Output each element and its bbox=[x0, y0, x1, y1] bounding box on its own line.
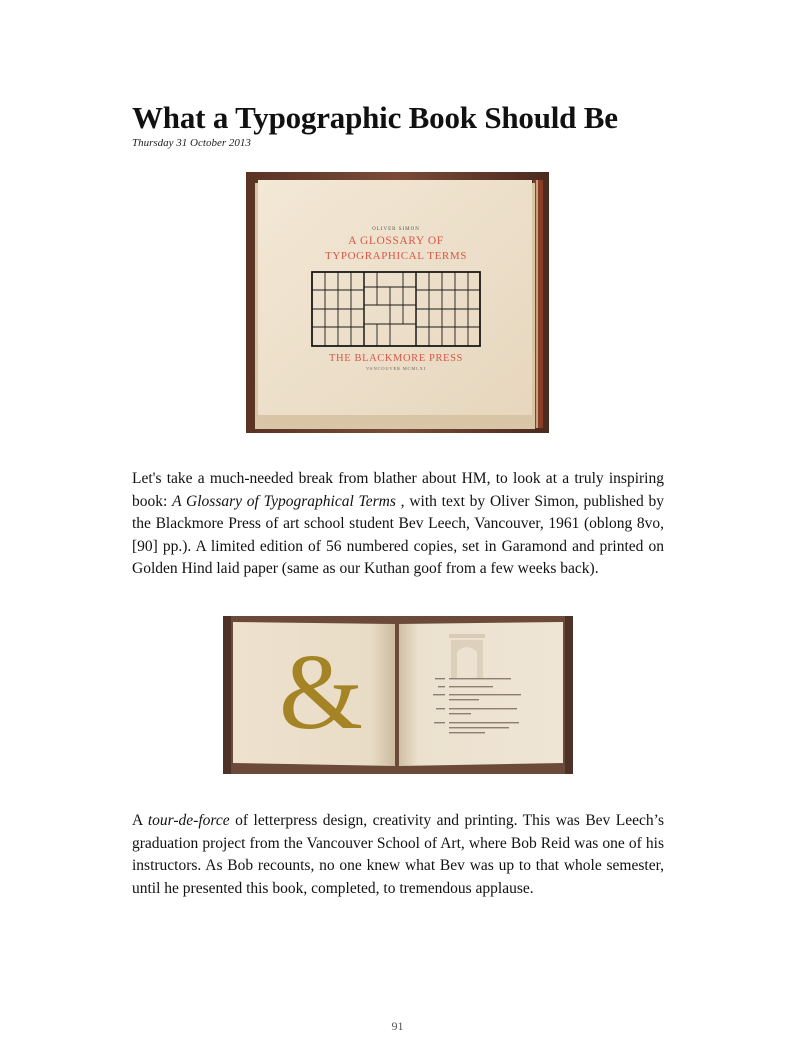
paragraph-1 bbox=[132, 468, 664, 581]
tour-de-force-italic: tour-de-force bbox=[147, 812, 230, 829]
page-title: What a Typographic Book Should Be bbox=[132, 100, 618, 135]
book-title-italic: A Glossary of Typographical Terms bbox=[172, 492, 396, 510]
paragraph-1-text-b: , with text by Oliver Simon, published by the Blackmore Press of art school student Bev Leech, Vancouver, 1961 (oblong 8vo, [90] pp.). A limited edition of 56 numbered copies, set in Garamond and printed on Golden Hind laid paper (same as our Kuthan goof from a few weeks back). bbox=[132, 492, 665, 577]
book-title-line1: A GLOSSARY OF bbox=[348, 235, 444, 247]
ampersand-spread-photo bbox=[223, 616, 573, 774]
page-number: 91 bbox=[391, 1019, 404, 1033]
book-press-text: THE BLACKMORE PRESS bbox=[329, 353, 463, 364]
book-title-line2: TYPOGRAPHICAL TERMS bbox=[325, 250, 467, 262]
paragraph-1-text-a: Let's take a much-needed break from blather about HM, to look at a truly inspiring book: bbox=[132, 470, 664, 510]
paragraph-2-text-a: A bbox=[132, 812, 148, 829]
paragraph-2 bbox=[132, 810, 664, 900]
book-author-text: OLIVER SIMON bbox=[372, 227, 420, 232]
ampersand-glyph: & bbox=[278, 633, 364, 752]
book-place-text: VANCOUVER MCMLXI bbox=[365, 366, 427, 371]
paragraph-2-text-b: of letterpress design, creativity and printing. This was Bev Leech’s graduation project from the Vancouver School of Art, where Bob Reid was one of his instructors. As Bob recounts, no one knew what Bev was up to that whole semester, until he presented this book, completed, to tremendous applause. bbox=[132, 812, 664, 897]
book-title-page-photo bbox=[246, 172, 549, 433]
post-date: Thursday 31 October 2013 bbox=[132, 137, 251, 149]
